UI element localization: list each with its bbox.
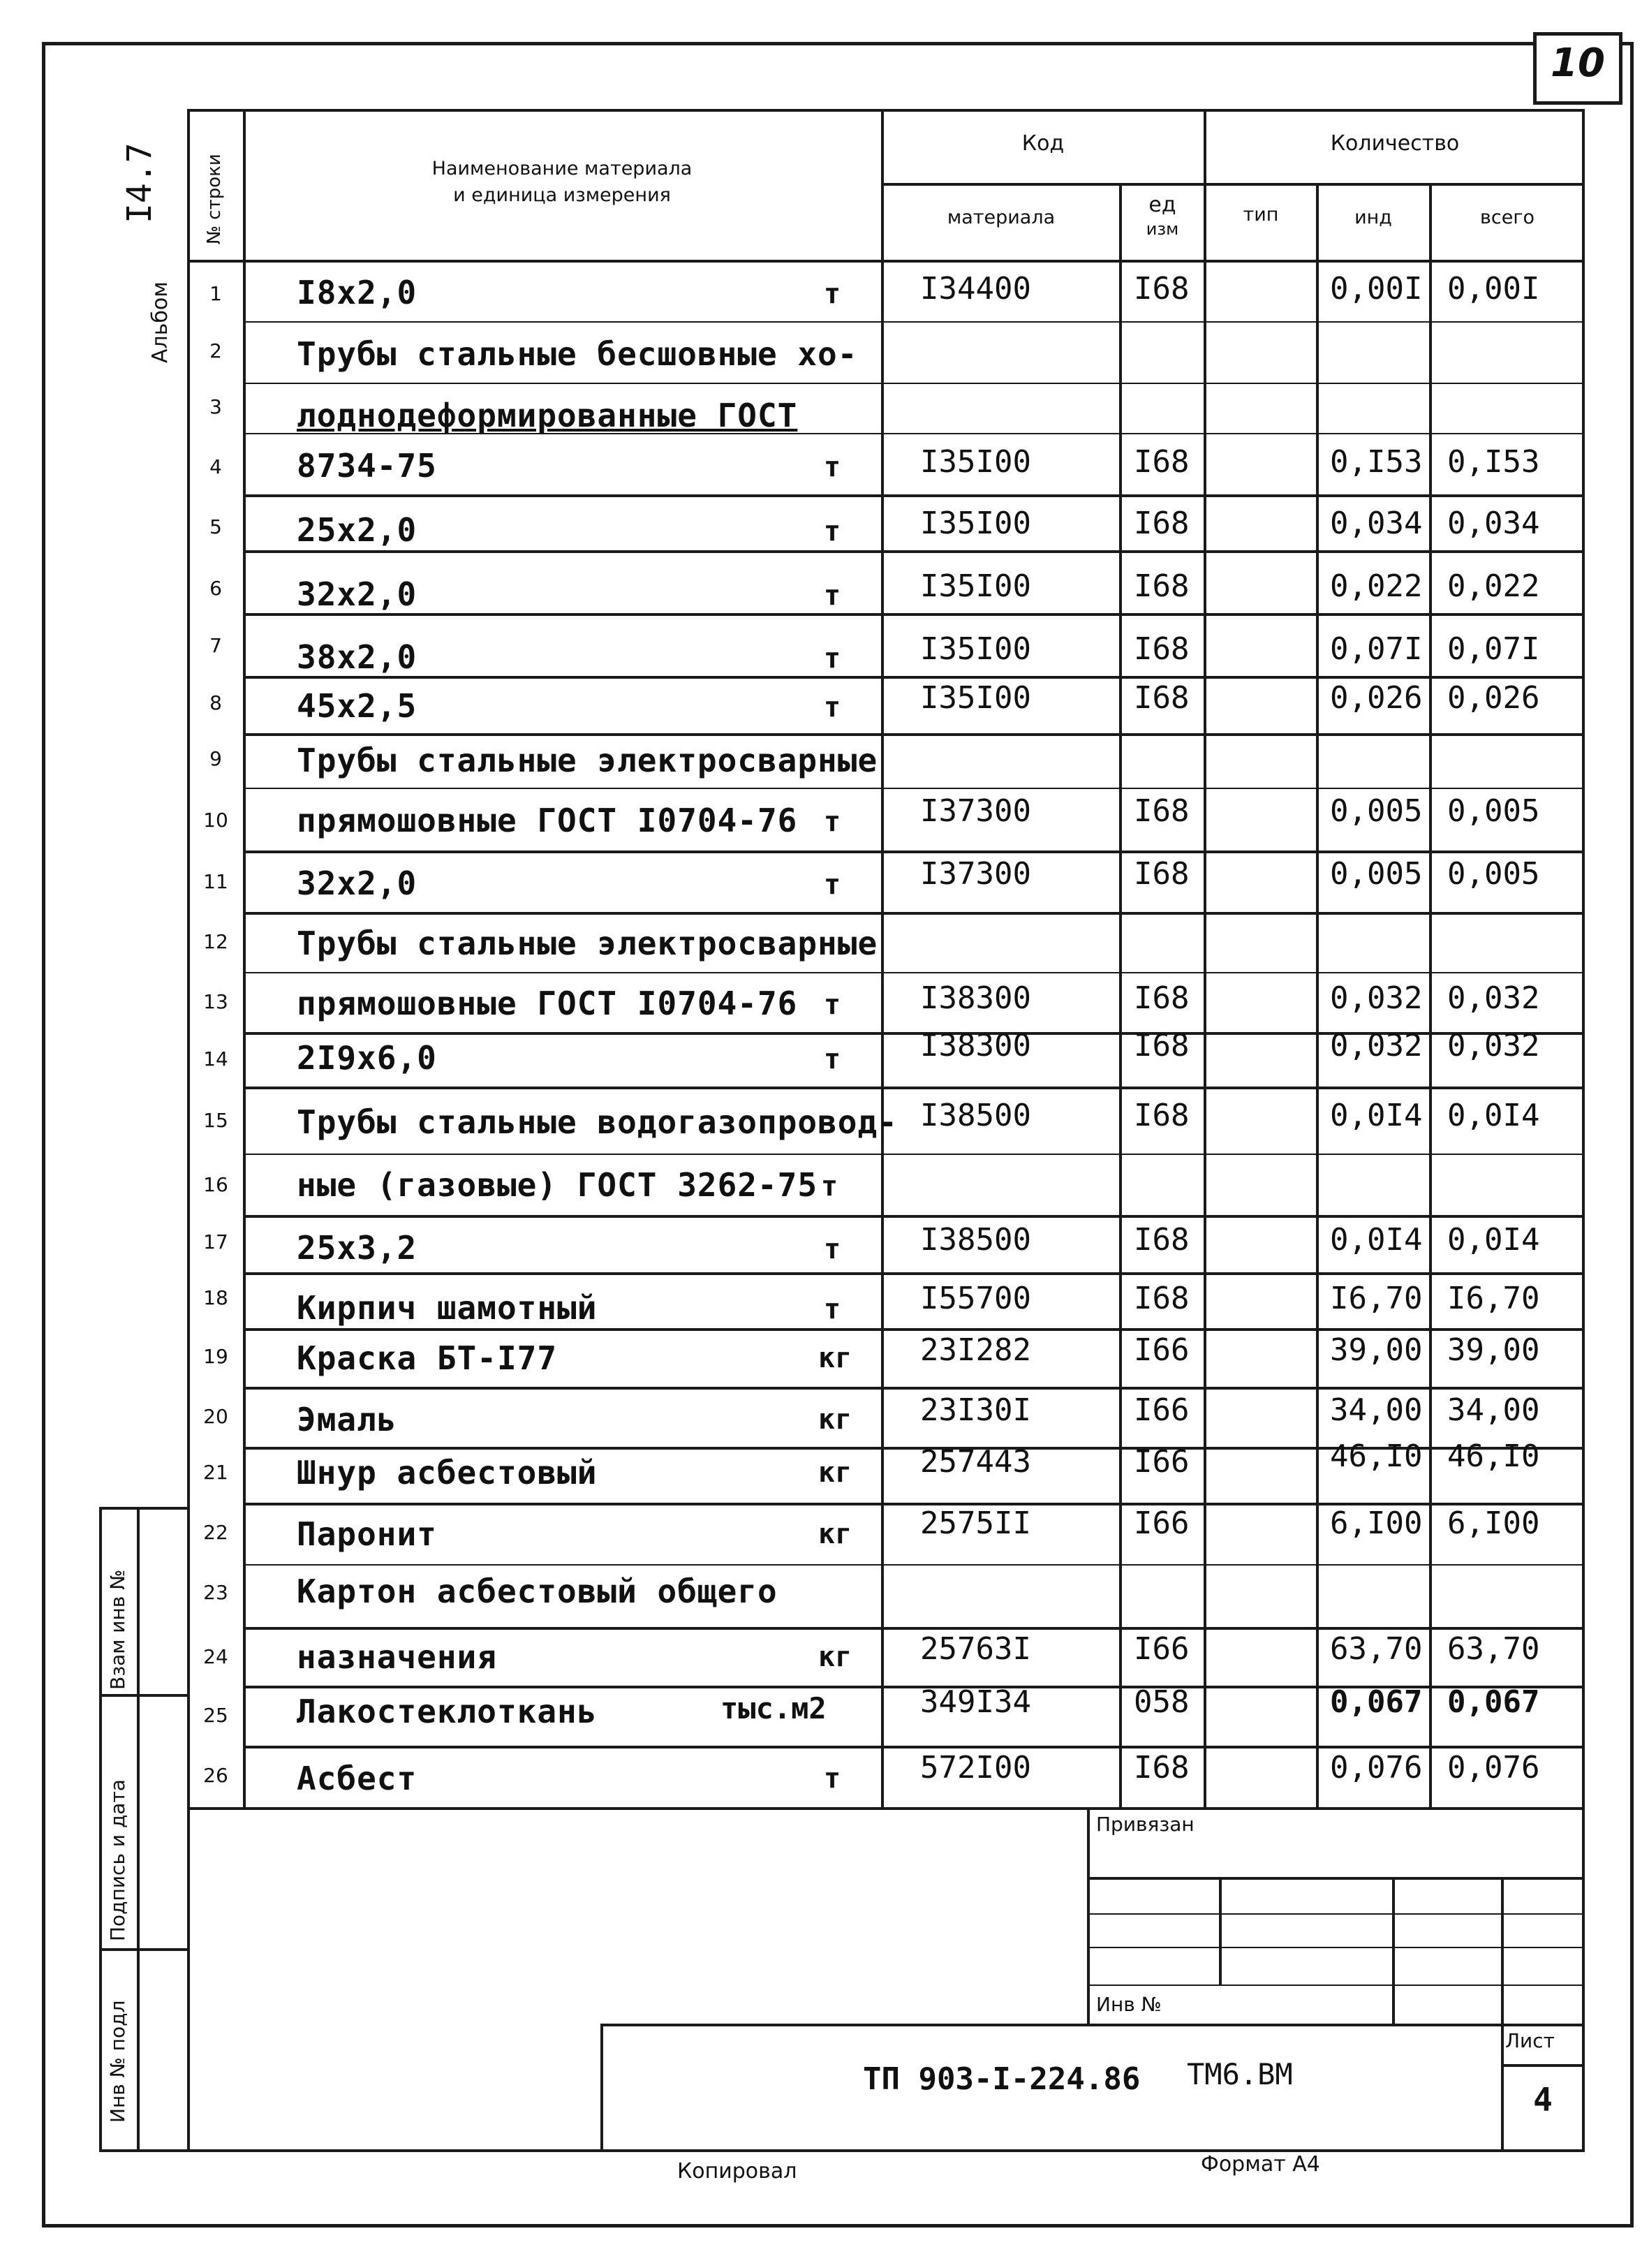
sheet-number: 4 (1533, 2081, 1553, 2119)
header-code-unit-2: изм (1146, 219, 1179, 239)
inv-no-label: Инв № (1096, 1993, 1162, 2016)
sign-date-label: Подпись и дата (106, 1779, 129, 1941)
header-row-number: № строки (204, 154, 225, 244)
header-name-line1: Наименование материала (431, 158, 693, 179)
format-label: Формат А4 (1201, 2152, 1320, 2177)
header-qty-ind: инд (1354, 207, 1392, 228)
attached-label: Привязан (1096, 1813, 1195, 1836)
header-name-line2: и единица измерения (453, 184, 671, 206)
page-number: 10 (1551, 40, 1605, 86)
sheet-label: Лист (1505, 2029, 1555, 2052)
header-qty: Количество (1330, 131, 1460, 156)
header-qty-total: всего (1479, 207, 1535, 228)
inv-orig-label: Инв № подл (106, 2000, 129, 2123)
header-qty-type: тип (1243, 204, 1279, 226)
header-code: Код (1021, 131, 1065, 156)
album-label: Альбом (148, 281, 172, 363)
document-mark: ТМ6.ВМ (1187, 2057, 1293, 2091)
header-code-material: материала (947, 207, 1056, 228)
header-code-unit-1: ед (1148, 193, 1176, 217)
album-number: I4.7 (120, 142, 159, 223)
copied-label: Копировал (677, 2159, 797, 2184)
document-code: ТП 903-I-224.86 (863, 2061, 1141, 2097)
swap-inv-label: Взам инв № (106, 1569, 129, 1690)
